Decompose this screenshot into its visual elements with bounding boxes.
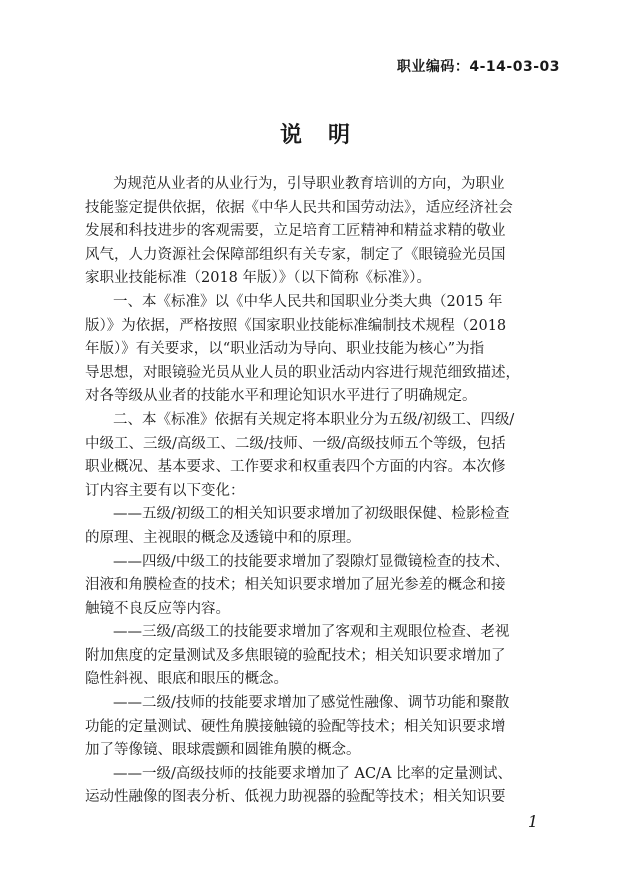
text-line: 中级工、三级/高级工、二级/技师、一级/高级技师五个等级，包括 <box>85 435 506 452</box>
job-code: 职业编码：4-14-03-03 <box>396 59 560 75</box>
text-line: 职业概况、基本要求、工作要求和权重表四个方面的内容。本次修 <box>85 459 506 476</box>
paragraph-level-two <box>85 692 545 763</box>
text-line: 一、本《标准》以《中华人民共和国职业分类大典（2015 年 <box>113 293 503 310</box>
text-line: 功能的定量测试、硬性角膜接触镜的验配等技术；相关知识要求增 <box>85 718 506 735</box>
text-line: 的原理、主视眼的概念及透镜中和的原理。 <box>85 529 361 546</box>
text-line: 年版）》有关要求，以“职业活动为导向、职业技能为核心”为指 <box>85 341 485 358</box>
paragraph-intro <box>85 173 545 291</box>
text-line: 家职业技能标准（2018 年版）》（以下简称《标准》）。 <box>85 270 432 287</box>
text-line: 风气，人力资源社会保障部组织有关专家，制定了《眼镜验光员国 <box>85 246 506 263</box>
text-line: ——一级/高级技师的技能要求增加了 AC/A 比率的定量测试、 <box>113 765 513 782</box>
text-line: 触镜不良反应等内容。 <box>85 600 230 617</box>
paragraph-level-one <box>85 763 545 810</box>
text-line: 加了等像镜、眼球震颤和圆锥角膜的概念。 <box>85 742 361 759</box>
text-line: 二、本《标准》依据有关规定将本职业分为五级/初级工、四级/ <box>113 411 515 428</box>
text-line: 发展和科技进步的客观需要，立足培育工匠精神和精益求精的敬业 <box>85 223 506 240</box>
text-line: ——三级/高级工的技能要求增加了客观和主观眼位检查、老视 <box>113 624 510 641</box>
text-line: ——二级/技师的技能要求增加了感觉性融像、调节功能和聚散 <box>113 695 510 712</box>
paragraph-section-one <box>85 291 545 409</box>
paragraph-level-five <box>85 503 545 550</box>
text-line: 对各等级从业者的技能水平和理论知识水平进行了明确规定。 <box>85 388 477 405</box>
text-line: ——五级/初级工的相关知识要求增加了初级眼保健、检影检查 <box>113 506 510 523</box>
text-line: 隐性斜视、眼底和眼压的概念。 <box>85 671 288 688</box>
paragraph-level-three <box>85 621 545 692</box>
paragraph-level-four <box>85 551 545 622</box>
text-line: 泪液和角膜检查的技术；相关知识要求增加了屈光参差的概念和接 <box>85 577 506 594</box>
text-line: 运动性融像的图表分析、低视力助视器的验配等技术；相关知识要 <box>85 789 506 806</box>
text-line: ——四级/中级工的技能要求增加了裂隙灯显微镜检查的技术、 <box>113 553 510 570</box>
page-number: 1 <box>527 812 538 831</box>
paragraph-section-two <box>85 409 545 503</box>
text-line: 为规范从业者的从业行为，引导职业教育培训的方向，为职业 <box>113 176 505 192</box>
document-body <box>85 173 545 810</box>
text-line: 订内容主要有以下变化： <box>85 482 245 499</box>
text-line: 技能鉴定提供依据，依据《中华人民共和国劳动法》，适应经济社会 <box>85 199 513 216</box>
page-title: 说明 <box>279 123 376 148</box>
text-line: 导思想，对眼镜验光员从业人员的职业活动内容进行规范细致描述， <box>85 364 520 381</box>
text-line: 附加焦度的定量测试及多焦眼镜的验配技术；相关知识要求增加了 <box>85 647 506 664</box>
text-line: 版）》为依据，严格按照《国家职业技能标准编制技术规程（2018 <box>85 317 507 334</box>
